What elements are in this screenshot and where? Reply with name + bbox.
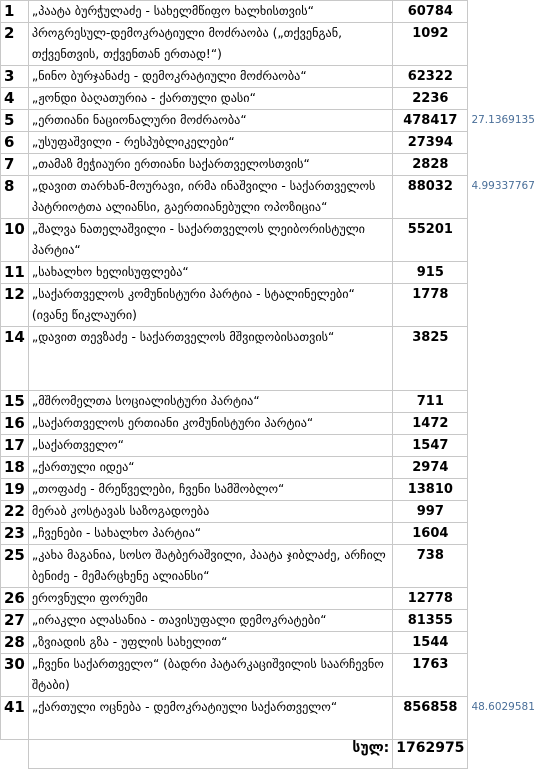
row-number: 7 xyxy=(1,154,29,176)
total-row xyxy=(1,740,551,769)
vote-count: 738 xyxy=(393,545,468,588)
total-spacer xyxy=(1,740,29,769)
table-row xyxy=(1,154,551,176)
row-number: 27 xyxy=(1,610,29,632)
table-row xyxy=(1,610,551,632)
vote-percentage xyxy=(468,327,551,391)
vote-percentage xyxy=(468,479,551,501)
vote-percentage xyxy=(468,632,551,654)
table-row xyxy=(1,523,551,545)
vote-count: 2974 xyxy=(393,457,468,479)
vote-count: 1544 xyxy=(393,632,468,654)
table-row xyxy=(1,219,551,262)
row-number: 26 xyxy=(1,588,29,610)
party-name: „ნინო ბურჯანაძე - დემოკრატიული მოძრაობა“ xyxy=(28,66,392,88)
party-name: „ქართული ოცნება - დემოკრატიული საქართველო“ xyxy=(28,697,392,740)
party-name: „ერთიანი ნაციონალური მოძრაობა“ xyxy=(28,110,392,132)
table-row xyxy=(1,545,551,588)
vote-count: 12778 xyxy=(393,588,468,610)
row-number: 14 xyxy=(1,327,29,391)
party-name: „საქართველო“ xyxy=(28,435,392,457)
party-name: „უსუფაშვილი - რესპუბლიკელები“ xyxy=(28,132,392,154)
table-row xyxy=(1,435,551,457)
table-row xyxy=(1,588,551,610)
results-table-body xyxy=(1,1,551,769)
row-number: 30 xyxy=(1,654,29,697)
vote-percentage xyxy=(468,413,551,435)
row-number: 8 xyxy=(1,176,29,219)
vote-percentage: 27.1369135 xyxy=(471,113,535,126)
row-number: 23 xyxy=(1,523,29,545)
vote-percentage xyxy=(468,457,551,479)
row-number: 2 xyxy=(1,23,29,66)
table-row xyxy=(1,501,551,523)
vote-count: 27394 xyxy=(393,132,468,154)
party-name: პროგრესულ-დემოკრატიული მოძრაობა („თქვენგან, თქვენთვის, თქვენთან ერთად!“) xyxy=(28,23,392,66)
vote-count: 915 xyxy=(393,262,468,284)
vote-percentage xyxy=(468,23,551,66)
vote-count: 1778 xyxy=(393,284,468,327)
party-name: „პაატა ბურჭულაძე - სახელმწიფო ხალხისთვის“ xyxy=(28,1,392,23)
party-name: „ზვიადის გზა - უფლის სახელით“ xyxy=(28,632,392,654)
row-number: 12 xyxy=(1,284,29,327)
row-number: 17 xyxy=(1,435,29,457)
party-name: „ქართული იდეა“ xyxy=(28,457,392,479)
total-label: სულ: xyxy=(28,740,392,769)
vote-count: 1472 xyxy=(393,413,468,435)
vote-count: 13810 xyxy=(393,479,468,501)
vote-count: 62322 xyxy=(393,66,468,88)
vote-percentage xyxy=(468,1,551,23)
vote-count: 1604 xyxy=(393,523,468,545)
vote-percentage xyxy=(468,88,551,110)
table-row xyxy=(1,23,551,66)
party-name: „საქართველოს კომუნისტური პარტია - სტალინელები“ (ივანე წიკლაური) xyxy=(28,284,392,327)
row-number: 16 xyxy=(1,413,29,435)
table-row xyxy=(1,654,551,697)
vote-count: 3825 xyxy=(393,327,468,391)
table-row xyxy=(1,697,551,740)
party-name: „სახალხო ხელისუფლება“ xyxy=(28,262,392,284)
party-name: მერაბ კოსტავას საზოგადოება xyxy=(28,501,392,523)
table-row xyxy=(1,132,551,154)
vote-percentage: 48.6029581 xyxy=(471,700,535,713)
party-name: „შალვა ნათელაშვილი - საქართველოს ლეიბორისტული პარტია“ xyxy=(28,219,392,262)
party-name: „მშრომელთა სოციალისტური პარტია“ xyxy=(28,391,392,413)
vote-count: 997 xyxy=(393,501,468,523)
vote-count: 2828 xyxy=(393,154,468,176)
table-row xyxy=(1,66,551,88)
row-number: 41 xyxy=(1,697,29,740)
vote-percentage xyxy=(468,284,551,327)
party-name: ეროვნული ფორუმი xyxy=(28,588,392,610)
vote-count: 711 xyxy=(393,391,468,413)
total-spacer-right xyxy=(468,740,551,769)
party-name: „ჩვენი საქართველო“ (ბადრი პატარკაციშვილის საარჩევნო შტაბი) xyxy=(28,654,392,697)
vote-count: 856858 xyxy=(393,697,468,740)
table-row xyxy=(1,327,551,391)
vote-percentage xyxy=(468,391,551,413)
table-row xyxy=(1,632,551,654)
table-row xyxy=(1,284,551,327)
vote-count: 55201 xyxy=(393,219,468,262)
row-number: 28 xyxy=(1,632,29,654)
party-name: „ჩვენები - სახალხო პარტია“ xyxy=(28,523,392,545)
party-name: „კახა მაგანია, სოსო შატბერაშვილი, პაატა ჯიბლაძე, არჩილ ბენიძე - მემარცხენე ალიანსი“ xyxy=(28,545,392,588)
party-name: „დავით თარხან-მოურავი, ირმა ინაშვილი - საქართველოს პატრიოტთა ალიანსი, გაერთიანებული ოპოზიცია“ xyxy=(28,176,392,219)
table-row xyxy=(1,1,551,23)
vote-count: 60784 xyxy=(393,1,468,23)
row-number: 6 xyxy=(1,132,29,154)
row-number: 3 xyxy=(1,66,29,88)
table-row xyxy=(1,262,551,284)
party-name: „თამაზ მეჭიაური ერთიანი საქართველოსთვის“ xyxy=(28,154,392,176)
party-name: „ჟონდი ბაღათურია - ქართული დასი“ xyxy=(28,88,392,110)
table-row xyxy=(1,391,551,413)
vote-percentage xyxy=(468,610,551,632)
row-number: 5 xyxy=(1,110,29,132)
vote-percentage xyxy=(468,654,551,697)
row-number: 10 xyxy=(1,219,29,262)
vote-count: 478417 xyxy=(393,110,468,132)
party-name: „დავით თევზაძე - საქართველოს მშვიდობისათვის“ xyxy=(28,327,392,391)
total-value: 1762975 xyxy=(393,740,468,769)
vote-percentage xyxy=(468,435,551,457)
party-name: „თოფაძე - მრეწველები, ჩვენი სამშობლო“ xyxy=(28,479,392,501)
vote-percentage xyxy=(468,154,551,176)
vote-percentage: 4.99337767 xyxy=(471,179,535,192)
party-name: „საქართველოს ერთიანი კომუნისტური პარტია“ xyxy=(28,413,392,435)
vote-percentage xyxy=(468,132,551,154)
table-row xyxy=(1,479,551,501)
vote-count: 1763 xyxy=(393,654,468,697)
vote-count: 81355 xyxy=(393,610,468,632)
table-row xyxy=(1,413,551,435)
vote-count: 2236 xyxy=(393,88,468,110)
table-row xyxy=(1,457,551,479)
vote-percentage xyxy=(468,501,551,523)
row-number: 19 xyxy=(1,479,29,501)
row-number: 1 xyxy=(1,1,29,23)
table-row xyxy=(1,176,551,219)
row-number: 25 xyxy=(1,545,29,588)
vote-percentage xyxy=(468,588,551,610)
vote-count: 1547 xyxy=(393,435,468,457)
row-number: 11 xyxy=(1,262,29,284)
vote-percentage xyxy=(468,219,551,262)
vote-count: 88032 xyxy=(393,176,468,219)
row-number: 4 xyxy=(1,88,29,110)
vote-percentage xyxy=(468,545,551,588)
vote-count: 1092 xyxy=(393,23,468,66)
row-number: 15 xyxy=(1,391,29,413)
table-row xyxy=(1,88,551,110)
party-name: „ირაკლი ალასანია - თავისუფალი დემოკრატები“ xyxy=(28,610,392,632)
row-number: 18 xyxy=(1,457,29,479)
vote-percentage xyxy=(468,523,551,545)
table-row xyxy=(1,110,551,132)
vote-percentage xyxy=(468,66,551,88)
row-number: 22 xyxy=(1,501,29,523)
vote-percentage xyxy=(468,262,551,284)
